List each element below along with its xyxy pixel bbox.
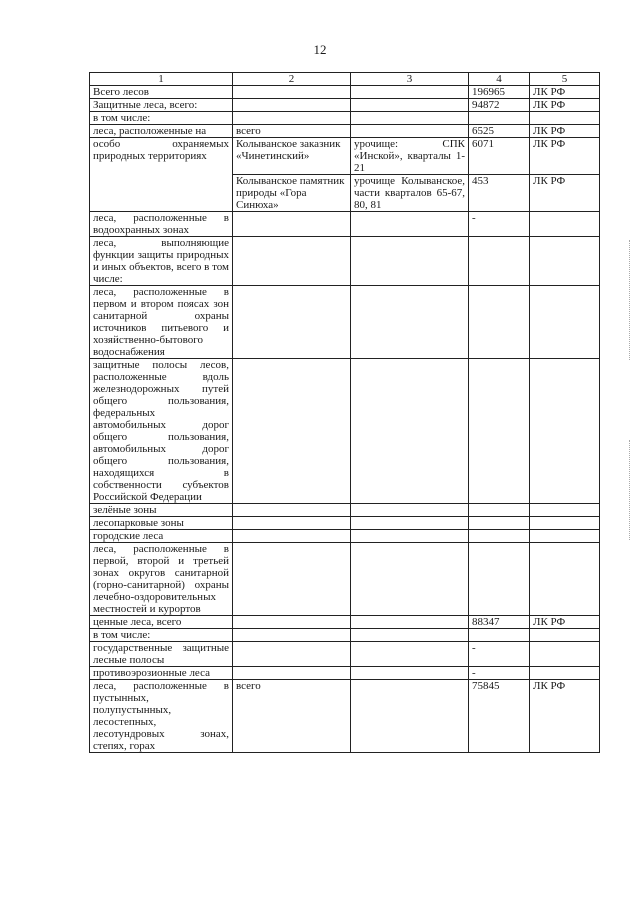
table-cell [351,667,469,680]
table-cell: 88347 [469,616,530,629]
table-cell [530,237,600,286]
scan-margin-mark [629,240,636,360]
table-row [90,517,600,530]
table-cell [233,112,351,125]
table-cell: леса, расположенные на [90,125,233,138]
table-cell [351,359,469,504]
table-cell [233,616,351,629]
table-cell: ЛК РФ [530,680,600,753]
table-cell [351,286,469,359]
table-cell: леса, расположенные в первой, второй и третьей зонах округов санитарной (горно-санитарной) охраны лечебно-оздоровительных местностей и курортов [90,543,233,616]
table-cell [469,517,530,530]
table-row [90,680,600,753]
table-cell [469,359,530,504]
table-cell: особо охраняемых природных территориях [90,138,233,212]
table-cell [351,616,469,629]
table-cell [469,530,530,543]
table-cell: 6071 [469,138,530,175]
table-row [90,99,600,112]
table-cell [469,629,530,642]
table-row [90,237,600,286]
table-cell [530,543,600,616]
table-row [90,642,600,667]
table-cell [351,99,469,112]
header-cell: 4 [469,73,530,86]
table-cell [233,629,351,642]
table-row [90,125,600,138]
table-cell [233,359,351,504]
table-cell [351,680,469,753]
table-cell [351,125,469,138]
table-cell [351,642,469,667]
table-cell: ЛК РФ [530,86,600,99]
scan-margin-mark [629,440,636,540]
table-cell: ЛК РФ [530,125,600,138]
table-cell [233,86,351,99]
table-cell: зелёные зоны [90,504,233,517]
table-cell: - [469,642,530,667]
table-cell: городские леса [90,530,233,543]
table-cell: Защитные леса, всего: [90,99,233,112]
table-cell [351,629,469,642]
table-cell: - [469,667,530,680]
table-cell: Всего лесов [90,86,233,99]
table-cell [351,543,469,616]
header-cell: 1 [90,73,233,86]
table-cell [233,530,351,543]
table-cell [530,359,600,504]
table-row [90,138,600,175]
table-cell [351,504,469,517]
table-cell: противоэрозионные леса [90,667,233,680]
table-cell: ЛК РФ [530,175,600,212]
table-cell [530,504,600,517]
header-cell: 2 [233,73,351,86]
table-cell: 6525 [469,125,530,138]
table-cell: ценные леса, всего [90,616,233,629]
table-cell: - [469,212,530,237]
table-cell: всего [233,125,351,138]
table-cell [233,667,351,680]
table-cell [530,667,600,680]
table-cell: леса, расположенные в водоохранных зонах [90,212,233,237]
table-cell [469,112,530,125]
table-cell [233,642,351,667]
table-cell [233,237,351,286]
page-number: 12 [313,42,327,57]
table-cell [530,286,600,359]
table-cell [351,517,469,530]
table-cell: леса, выполняющие функции защиты природных и иных объектов, всего в том числе: [90,237,233,286]
table-cell: 196965 [469,86,530,99]
table-cell [233,504,351,517]
table-cell: в том числе: [90,629,233,642]
table-cell [351,237,469,286]
table-row [90,86,600,99]
table-cell: Колыванское памятник природы «Гора Синюха» [233,175,351,212]
table-cell [530,517,600,530]
table-cell: урочище: СПК «Инской», кварталы 1-21 [351,138,469,175]
table-cell: 453 [469,175,530,212]
table-cell: в том числе: [90,112,233,125]
table-cell [351,530,469,543]
header-cell: 3 [351,73,469,86]
table-cell [233,543,351,616]
table-cell [233,212,351,237]
table-row [90,667,600,680]
table-cell: Колыванское заказник «Чинетинский» [233,138,351,175]
table-cell: леса, расположенные в первом и втором поясах зон санитарной охраны источников питьевого и хозяйственно-бытового водоснабжения [90,286,233,359]
table-cell [351,212,469,237]
table-cell [469,504,530,517]
table-cell: государственные защитные лесные полосы [90,642,233,667]
table-cell [469,543,530,616]
table-cell: защитные полосы лесов, расположенные вдоль железнодорожных путей общего пользования, федеральных автомобильных дорог общего пользования, автомобильных дорог общего пользования, находящихся в собственности субъектов Российской Федерации [90,359,233,504]
table-cell [351,86,469,99]
table-cell [530,629,600,642]
table-cell [233,99,351,112]
table-row [90,112,600,125]
table-cell [530,530,600,543]
table-cell [530,212,600,237]
table-row [90,359,600,504]
table-cell: леса, расположенные в пустынных, полупустынных, лесостепных, лесотундровых зонах, степях, горах [90,680,233,753]
table-row [90,543,600,616]
table-cell: ЛК РФ [530,616,600,629]
table-cell: лесопарковые зоны [90,517,233,530]
table-cell: урочище Колыванское, части кварталов 65-67, 80, 81 [351,175,469,212]
table-cell: ЛК РФ [530,138,600,175]
table-cell [530,112,600,125]
forest-table [89,72,600,753]
table-row [90,212,600,237]
table-row [90,629,600,642]
table-cell: 94872 [469,99,530,112]
table-header-row [90,73,600,86]
table-row [90,504,600,517]
header-cell: 5 [530,73,600,86]
table-cell [530,642,600,667]
table-cell [233,517,351,530]
table-row [90,616,600,629]
table-cell: ЛК РФ [530,99,600,112]
table-row [90,530,600,543]
table-cell: 75845 [469,680,530,753]
table-cell: всего [233,680,351,753]
table-cell [469,237,530,286]
table-cell [233,286,351,359]
table-row [90,286,600,359]
table-cell [351,112,469,125]
table-cell [469,286,530,359]
